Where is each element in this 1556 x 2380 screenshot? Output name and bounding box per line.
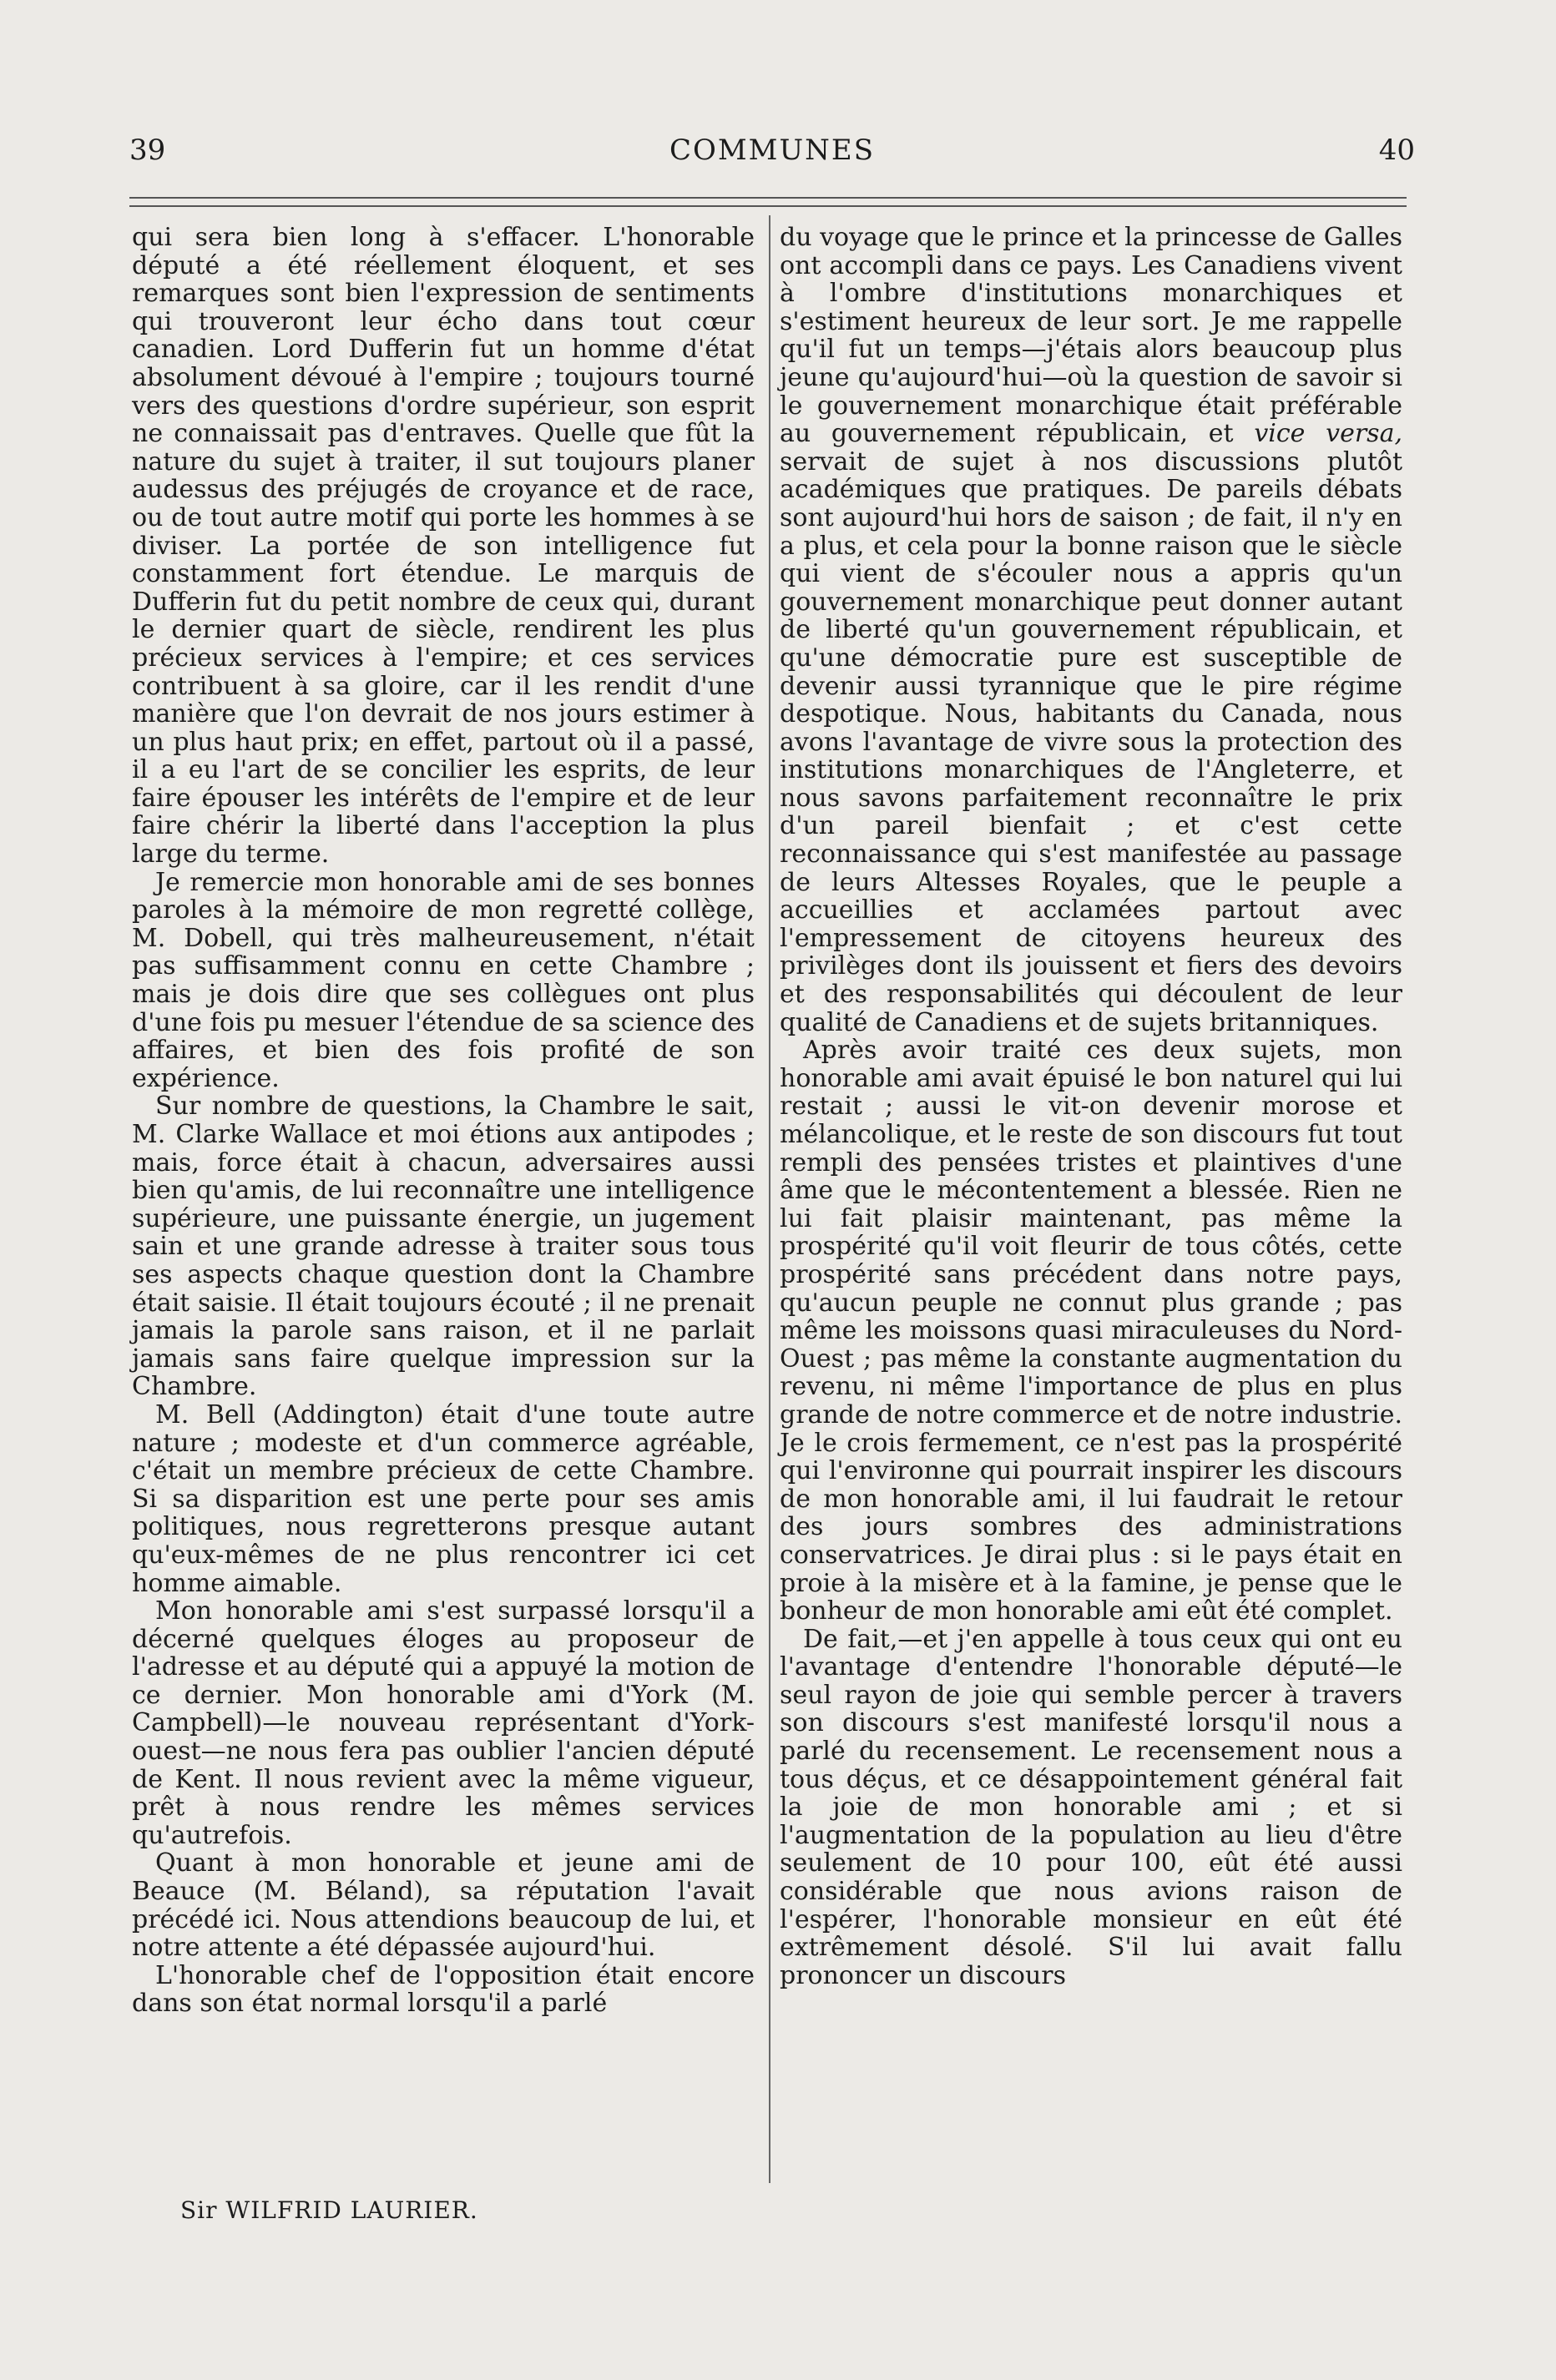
- page-number-right: 40: [1378, 134, 1415, 167]
- paragraph: M. Bell (Addington) était d'une toute autre nature ; modeste et d'un commerce agréable, c'était un membre précieux de cette Chambre. Si sa disparition est une perte pour ses amis politiques, nous regretterons presque autant qu'eux-mêmes de ne plus rencontrer ici cet homme aimable.: [132, 1399, 755, 1598]
- column-divider: [769, 215, 770, 2183]
- page-header: [129, 127, 1415, 177]
- running-title: COMMUNES: [669, 134, 876, 167]
- paragraph: qui sera bien long à s'effacer. L'honorable député a été réellement éloquent, et ses remarques sont bien l'expression de sentiments qui trouveront leur écho dans tout cœur canadien. Lord Dufferin fut un homme d'état absolument dévoué à l'empire ; toujours tourné vers des questions d'ordre supérieur, son esprit ne connaissait pas d'entraves. Quelle que fût la nature du sujet à traiter, il sut toujours planer audessus des préjugés de croyance et de race, ou de tout autre motif qui porte les hommes à se diviser. La portée de son intelligence fut constamment fort étendue. Le marquis de Dufferin fut du petit nombre de ceux qui, durant le dernier quart de siècle, rendirent les plus précieux services à l'empire; et ces services contribuent à sa gloire, car il les rendit d'une manière que l'on devrait de nos jours estimer à un plus haut prix; en effet, partout où il a passé, il a eu l'art de se concilier les esprits, de leur faire épouser les intérêts de l'empire et de leur faire chérir la liberté dans l'acception la plus large du terme.: [132, 223, 755, 870]
- header-rule-top: [129, 197, 1407, 199]
- paragraph: Sur nombre de questions, la Chambre le sait, M. Clarke Wallace et moi étions aux antipodes ; mais, force était à chacun, adversaires aussi bien qu'amis, de lui reconnaître une intelligence supérieure, une puissante énergie, un jugement sain et une grande adresse à traiter sous tous ses aspects chaque question dont la Chambre était saisie. Il était toujours écouté ; il ne prenait jamais la parole sans raison, et il ne parlait jamais sans faire quelque impression sur la Chambre.: [132, 1092, 755, 1402]
- left-column: [132, 224, 755, 2018]
- text-run: du voyage que le prince et la princesse de Galles ont accompli dans ce pays. Les Canadiens vivent à l'ombre d'institutions monarchiques et s'estiment heureux de leur sort. Je me rappelle qu'il fut un temps—j'étais alors beaucoup plus jeune qu'aujourd'hui—où la question de savoir si le gouvernement monarchique était préférable au gouvernement républicain, et: [780, 223, 1402, 449]
- paragraph: L'honorable chef de l'opposition était encore dans son état normal lorsqu'il a parlé: [132, 1960, 755, 2019]
- header-rule-bottom: [129, 205, 1407, 207]
- paragraph: Quant à mon honorable et jeune ami de Beauce (M. Béland), sa réputation l'avait précédé ici. Nous attendions beaucoup de lui, et notre attente a été dépassée aujourd'hui.: [132, 1848, 755, 1963]
- speaker-footer: Sir WILFRID LAURIER.: [180, 2196, 478, 2224]
- italic-phrase: vice versa,: [1254, 419, 1403, 449]
- paragraph: Mon honorable ami s'est surpassé lorsqu'il a décerné quelques éloges au proposeur de l'adresse et au député qui a appuyé la motion de ce dernier. Mon honorable ami d'York (M. Campbell)—le nouveau représentant d'York-ouest—ne nous fera pas oublier l'ancien député de Kent. Il nous revient avec la même vigueur, prêt à nous rendre les mêmes services qu'autrefois.: [132, 1596, 755, 1850]
- paragraph: De fait,—et j'en appelle à tous ceux qui ont eu l'avantage d'entendre l'honorable député—le seul rayon de joie qui semble percer à travers son discours s'est manifesté lorsqu'il nous a parlé du recensement. Le recensement nous a tous déçus, et ce désappointement général fait la joie de mon honorable ami ; et si l'augmentation de la population au lieu d'être seulement de 10 pour 100, eût été aussi considérable que nous avions raison de l'espérer, l'honorable monsieur en eût été extrêmement désolé. S'il lui avait fallu prononcer un discours: [780, 1624, 1402, 1990]
- paragraph: Je remercie mon honorable ami de ses bonnes paroles à la mémoire de mon regretté collège, M. Dobell, qui très malheureusement, n'était pas suffisamment connu en cette Chambre ; mais je dois dire que ses collègues ont plus d'une fois pu mesuer l'étendue de sa science des affaires, et bien des fois profité de son expérience.: [132, 867, 755, 1093]
- text-run: servait de sujet à nos discussions plutôt académiques que pratiques. De pareils débats sont aujourd'hui hors de saison ; de fait, il n'y en a plus, et cela pour la bonne raison que le siècle qui vient de s'écouler nous a appris qu'un gouvernement monarchique peut donner autant de liberté qu'un gouvernement républicain, et qu'une démocratie pure est susceptible de devenir aussi tyrannique que le pire régime despotique. Nous, habitants du Canada, nous avons l'avantage de vivre sous la protection des institutions monarchiques de l'Angleterre, et nous savons parfaitement reconnaître le prix d'un pareil bienfait ; et c'est cette reconnaissance qui s'est manifestée au passage de leurs Altesses Royales, que le peuple a accueillies et acclamées partout avec l'empressement de citoyens heureux des privilèges dont ils jouissent et fiers des devoirs et des responsabilités qui découlent de leur qualité de Canadiens et de sujets britanniques.: [780, 446, 1402, 1037]
- paragraph: Après avoir traité ces deux sujets, mon honorable ami avait épuisé le bon naturel qui lui restait ; aussi le vit-on devenir morose et mélancolique, et le reste de son discours fut tout rempli des pensées tristes et plaintives d'une âme que le mécontentement a blessée. Rien ne lui fait plaisir maintenant, pas même la prospérité qu'il voit fleurir de tous côtés, cette prospérité sans précédent dans notre pays, qu'aucun peuple ne connut plus grande ; pas même les moissons quasi miraculeuses du Nord-Ouest ; pas même la constante augmentation du revenu, ni même l'importance de plus en plus grande de notre commerce et de notre industrie. Je le crois fermement, ce n'est pas la prospérité qui l'environne qui pourrait inspirer les discours de mon honorable ami, il lui faudrait le retour des jours sombres des administrations conservatrices. Je dirai plus : si le pays était en proie à la misère et à la famine, je pense que le bonheur de mon honorable ami eût été complet.: [780, 1036, 1402, 1626]
- page-number-left: 39: [129, 134, 166, 167]
- right-column: [780, 224, 1402, 1989]
- paragraph: [780, 224, 1402, 1036]
